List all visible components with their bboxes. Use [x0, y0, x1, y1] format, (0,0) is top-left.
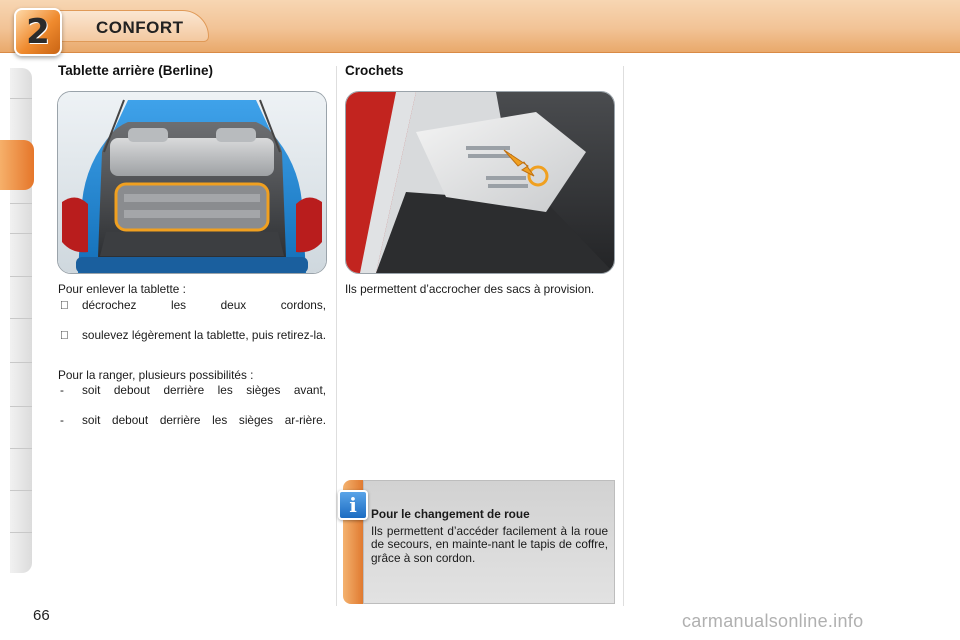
parcel-shelf-heading: Tablette arrière (Berline) — [58, 63, 214, 78]
dash-marker: - — [60, 383, 64, 397]
storage-option: - soit debout derrière les sièges ar-rière. — [60, 413, 326, 427]
section-title: CONFORT — [96, 18, 184, 37]
removal-step: soulevez légèrement la tablette, puis retirez-la. — [58, 329, 326, 356]
car-boot-image — [58, 92, 326, 273]
hooks-description: Ils permettent d’accrocher des sacs à provision. — [345, 282, 595, 296]
boot-hook-image — [346, 92, 614, 273]
storage-intro: Pour la ranger, plusieurs possibilités : — [58, 367, 254, 382]
parcel-shelf-instructions — [58, 283, 326, 444]
column-divider — [336, 66, 337, 606]
chapter-badge — [14, 8, 62, 56]
watermark: carmanualsonline.info — [682, 611, 864, 631]
storage-option: - soit debout derrière les sièges avant, — [60, 383, 326, 397]
hooks-heading: Crochets — [345, 63, 404, 78]
column-divider — [623, 66, 624, 606]
parcel-shelf-illustration — [57, 91, 327, 274]
info-text: Ils permettent d’accéder facilement à la roue de secours, en mainte-nant le tapis de coffre, grâce à son cordon. — [371, 524, 608, 565]
dash-marker: - — [60, 413, 64, 427]
step-bullet-icon — [60, 329, 80, 343]
page-number: 66 — [33, 607, 50, 624]
hooks-illustration — [345, 91, 615, 274]
removal-step: décrochez les deux cordons, — [58, 299, 326, 326]
info-icon: i — [338, 490, 368, 520]
removal-intro: Pour enlever la tablette : — [58, 282, 186, 296]
active-chapter-tab[interactable] — [0, 140, 34, 190]
info-title: Pour le changement de roue — [371, 507, 530, 521]
step-bullet-icon — [60, 299, 80, 313]
chapter-number: 2 — [26, 12, 50, 52]
